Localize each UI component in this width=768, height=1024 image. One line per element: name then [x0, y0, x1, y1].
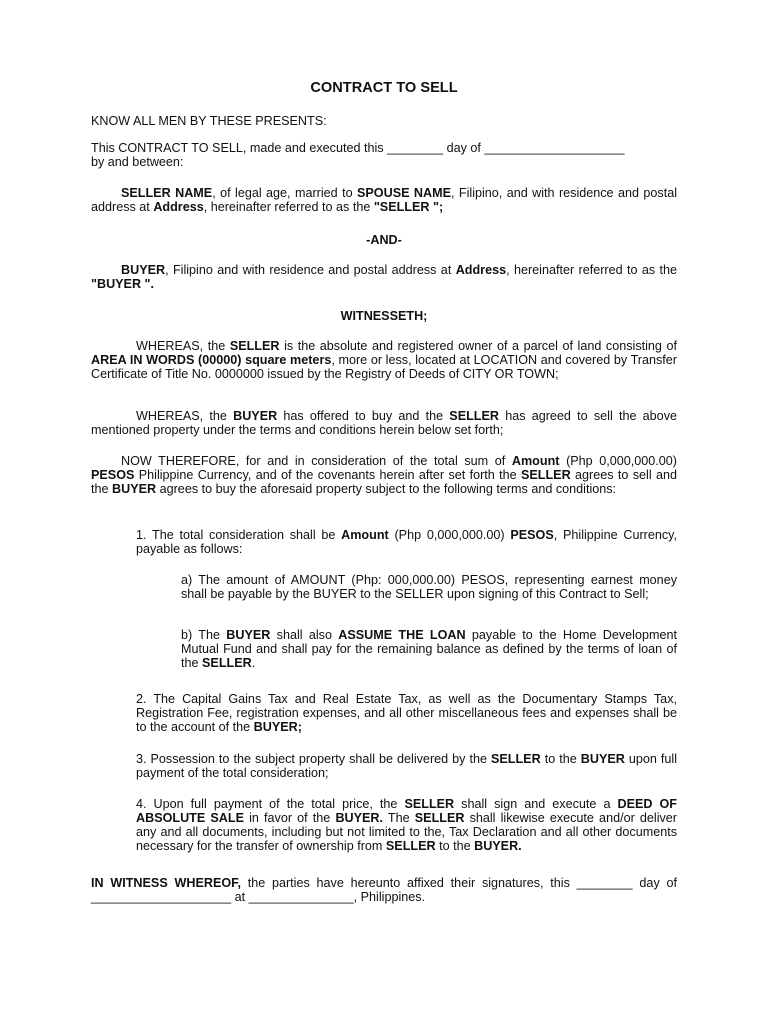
term-1b-assume-loan: b) The BUYER shall also ASSUME THE LOAN payable to the Home Development Mutual Fund and shall pay for the remaining balance as defined by the terms of loan of the SELLER. [181, 628, 677, 670]
term-4-deed-of-sale: 4. Upon full payment of the total price, the SELLER shall sign and execute a DEED OF ABSOLUTE SALE in favor of the BUYER. The SELLER shall likewise execute and/or deliver any and all documents, including but not limited to the, Tax Declaration and all other documents necessary for the transfer of ownership from SELLER to the BUYER. [136, 797, 677, 853]
seller-address: Address [153, 200, 204, 214]
opening-line: KNOW ALL MEN BY THESE PRESENTS: [91, 114, 327, 128]
intro-line-1: This CONTRACT TO SELL, made and executed this ________ day of ____________________ [91, 141, 625, 155]
witnesseth-heading: WITNESSETH; [340, 309, 428, 323]
buyer-paragraph: BUYER, Filipino and with residence and postal address at Address, hereinafter referred to as the "BUYER ". [91, 263, 678, 291]
buyer-name: BUYER [121, 263, 166, 277]
in-witness-paragraph: IN WITNESS WHEREOF, the parties have hereunto affixed their signatures, this ________ day of ____________________ at _______________, Philippines. [91, 876, 677, 904]
document-title: CONTRACT TO SELL [310, 80, 458, 96]
term-3-possession: 3. Possession to the subject property shall be delivered by the SELLER to the BUYER upon full payment of the total consideration; [136, 752, 677, 780]
intro-line-2: by and between: [91, 155, 184, 169]
in-witness-lead: IN WITNESS WHEREOF, [91, 876, 241, 890]
spouse-name: SPOUSE NAME [357, 186, 451, 200]
whereas-offer-paragraph: WHEREAS, the BUYER has offered to buy and the SELLER has agreed to sell the above mentioned property under the terms and conditions herein below set forth; [91, 409, 677, 437]
now-therefore-paragraph: NOW THEREFORE, for and in consideration of the total sum of Amount (Php 0,000,000.00) PESOS Philippine Currency, and of the covenants herein after set forth the SELLER agrees to sell and the BUYER agrees to buy the aforesaid property subject to the following terms and conditions: [91, 454, 678, 496]
term-2-taxes: 2. The Capital Gains Tax and Real Estate Tax, as well as the Documentary Stamps Tax, Registration Fee, registration expenses, and all other miscellaneous fees and expenses shall be to the account of the BUYER; [136, 692, 677, 734]
land-area: AREA IN WORDS (00000) square meters [91, 353, 332, 367]
whereas-ownership-paragraph: WHEREAS, the SELLER is the absolute and registered owner of a parcel of land consisting of AREA IN WORDS (00000) square meters, more or less, located at LOCATION and covered by Transfer Certificate of Title No. 0000000 issued by the Registry of Deeds of CITY OR TOWN; [91, 339, 677, 381]
seller-name: SELLER NAME [121, 186, 213, 200]
and-separator: -AND- [366, 233, 402, 247]
term-1a-earnest-money: a) The amount of AMOUNT (Php: 000,000.00) PESOS, representing earnest money shall be payable by the BUYER to the SELLER upon signing of this Contract to Sell; [181, 573, 677, 601]
buyer-label: "BUYER ". [91, 277, 155, 291]
seller-paragraph: SELLER NAME, of legal age, married to SPOUSE NAME, Filipino, and with residence and postal address at Address, hereinafter referred to as the "SELLER "; [91, 186, 678, 214]
seller-label: "SELLER "; [373, 200, 444, 214]
term-1-consideration: 1. The total consideration shall be Amount (Php 0,000,000.00) PESOS, Philippine Currency, payable as follows: [136, 528, 678, 556]
buyer-address: Address [455, 263, 507, 277]
intro-paragraph [91, 141, 677, 169]
